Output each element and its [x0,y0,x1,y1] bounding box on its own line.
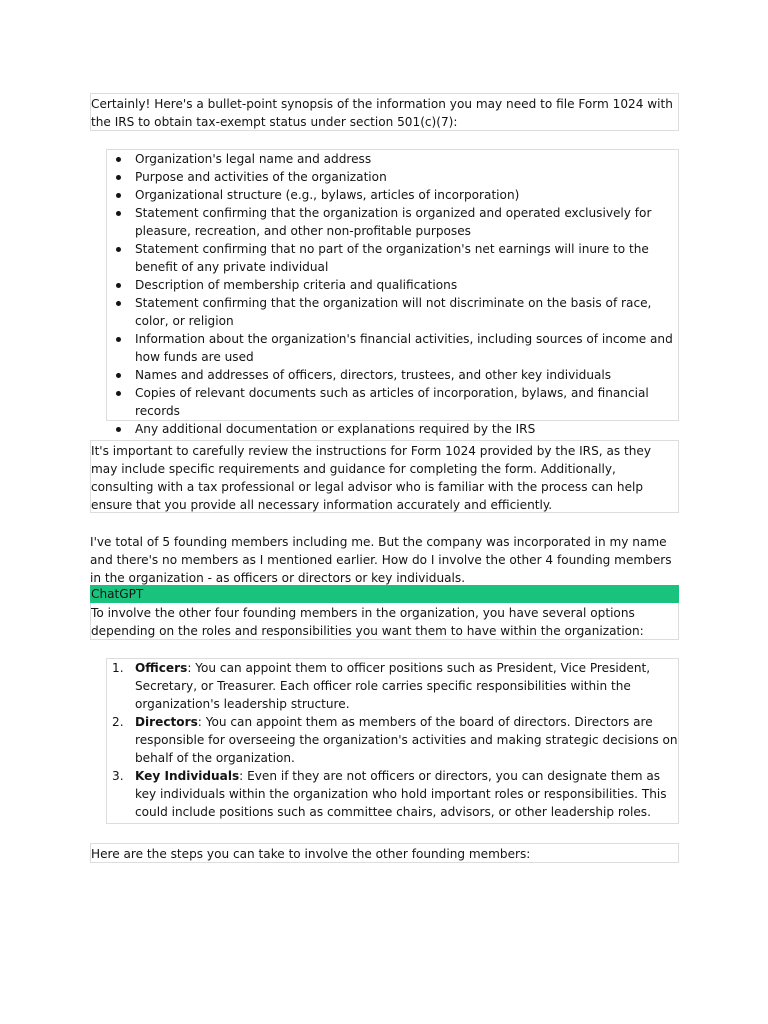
role-title: Key Individuals [135,769,240,783]
requirements-list [107,150,678,438]
list-item: Copies of relevant documents such as articles of incorporation, bylaws, and financial records [107,384,678,420]
list-number: 3. [112,769,124,783]
list-number: 2. [112,715,124,729]
advice-paragraph: It's important to carefully review the instructions for Form 1024 provided by the IRS, as they may include specific requirements and guidance for completing the form. Additionally, consulting with a tax professional or legal advisor who is familiar with the process can help ensure that you provide all necessary information accurately and efficiently. [91,444,652,512]
roles-box [106,658,679,824]
steps-intro-box [90,843,679,863]
list-item [107,659,678,713]
role-text: : Even if they are not officers or directors, you can designate them as key individuals within the organization who hold important roles or responsibilities. This could include positions such as committee chairs, advisors, or other leadership roles. [135,769,667,819]
list-item: Any additional documentation or explanations required by the IRS [107,420,678,438]
role-text: : You can appoint them to officer positions such as President, Vice President, Secretary, or Treasurer. Each officer role carries specific responsibilities within the organization's leadership structure. [135,661,651,711]
list-number: 1. [112,661,124,675]
role-text: : You can appoint them as members of the board of directors. Directors are responsible for overseeing the organization's activities and making strategic decisions on behalf of the organization. [135,715,678,765]
advice-box [90,440,679,513]
user-question [90,532,679,587]
list-item: Purpose and activities of the organization [107,168,678,186]
list-item: Statement confirming that the organization is organized and operated exclusively for pleasure, recreation, and other non-profitable purposes [107,204,678,240]
requirements-box [106,149,679,436]
response-intro-paragraph: To involve the other four founding members in the organization, you have several options depending on the roles and responsibilities you want them to have within the organization: [91,606,644,638]
intro-paragraph: Certainly! Here's a bullet-point synopsis of the information you may need to file Form 1024 with the IRS to obtain tax-exempt status under section 501(c)(7): [91,97,673,129]
list-item: Description of membership criteria and qualifications [107,276,678,294]
list-item: Statement confirming that no part of the organization's net earnings will inure to the benefit of any private individual [107,240,678,276]
list-item [107,767,678,821]
user-question-text: I've total of 5 founding members including me. But the company was incorporated in my name and there's no members as I mentioned earlier. How do I involve the other 4 founding members in the organization - as officers or directors or key individuals. [90,535,672,585]
list-item: Organizational structure (e.g., bylaws, articles of incorporation) [107,186,678,204]
role-title: Officers [135,661,188,675]
intro-box [90,93,679,131]
list-item [107,713,678,767]
role-title: Directors [135,715,198,729]
steps-intro-paragraph: Here are the steps you can take to involve the other founding members: [91,847,531,861]
roles-list [107,659,678,821]
response-intro-box [90,603,679,640]
chatgpt-label: ChatGPT [90,585,679,603]
list-item: Organization's legal name and address [107,150,678,168]
list-item: Statement confirming that the organization will not discriminate on the basis of race, color, or religion [107,294,678,330]
list-item: Information about the organization's financial activities, including sources of income and how funds are used [107,330,678,366]
list-item: Names and addresses of officers, directors, trustees, and other key individuals [107,366,678,384]
